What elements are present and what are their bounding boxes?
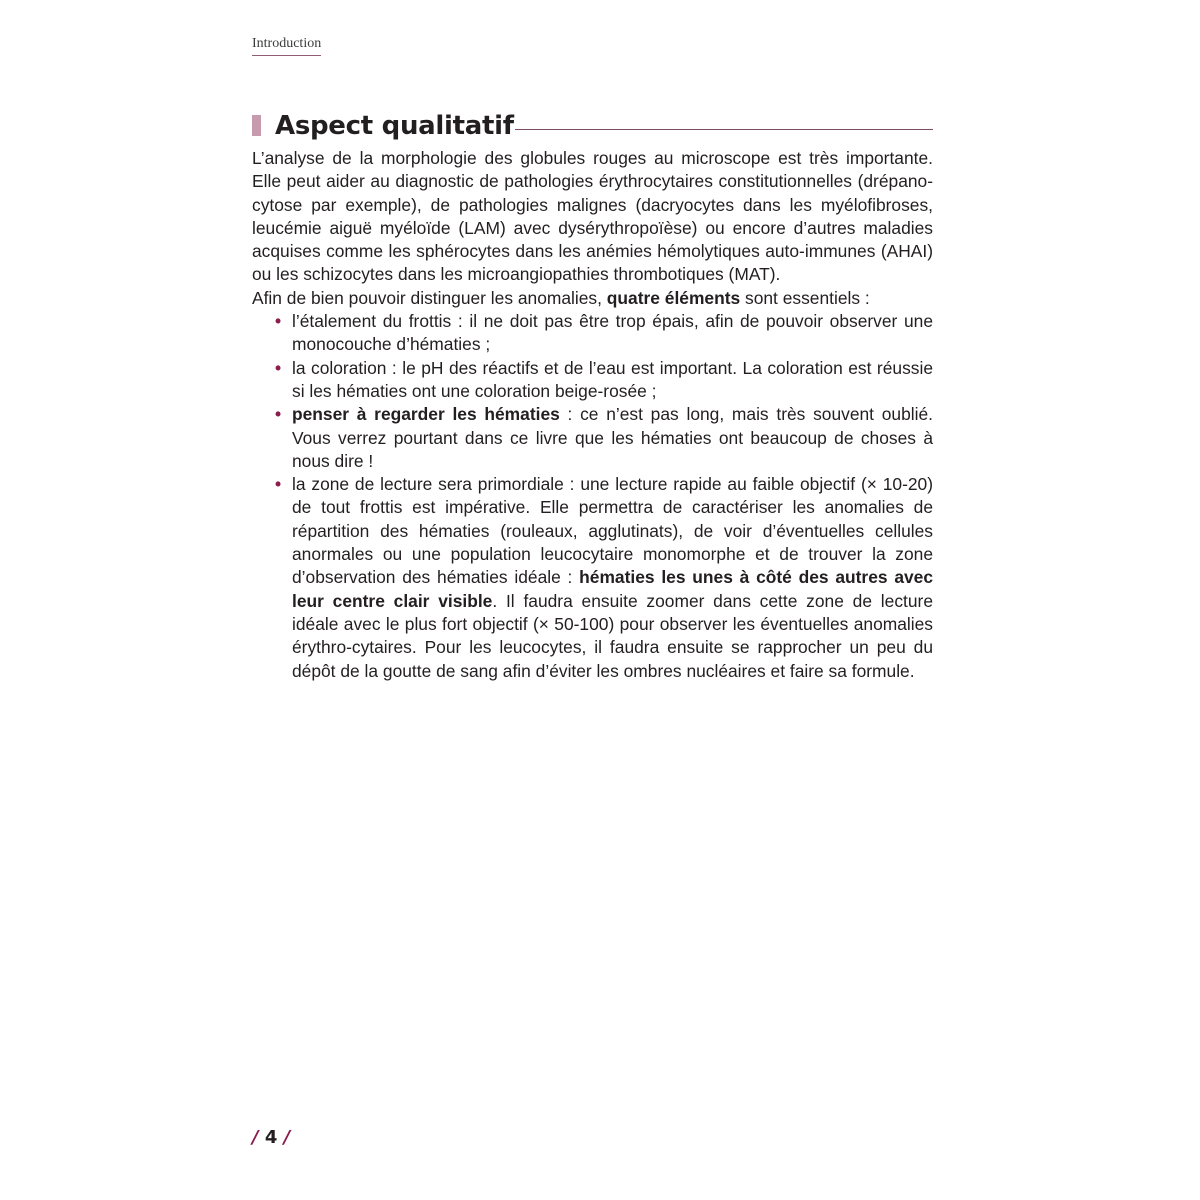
list-item-text: la zone de lecture sera primordiale : une lecture rapide au faible objectif (× 10-20) de tout frottis est impérative. Elle permettra de caractériser les anomalies de répartition des hématies (rouleaux, agglutinats), de voir d’éventuelles cellules anormales ou une population leucocytaire monomorphe et de trouver la zone d’observation des hématies idéale : <box>292 474 933 588</box>
section-title: Aspect qualitatif <box>275 111 514 141</box>
intro-paragraph: L’analyse de la morphologie des globules rouges au microscope est très importante. Elle peut aider au diagnostic de pathologies érythrocytaires constitutionnelles (drépano-cytose par exemple), de pathologies malignes (dacryocytes dans les myélofibroses, leucémie aiguë myéloïde (LAM) avec dysérythropoïèse) ou encore d’autres maladies acquises comme les sphérocytes dans les anémies hémolytiques auto-immunes (AHAI) ou les schizocytes dans les microangiopathies thrombotiques (MAT). <box>252 148 933 285</box>
list-item-bold: hématies les unes à côté des autres avec leur centre clair visible <box>292 567 934 611</box>
section-heading <box>252 108 933 142</box>
bullet-icon: • <box>275 357 282 378</box>
bullet-icon: • <box>275 474 282 495</box>
page-number-value: 4 <box>264 1127 278 1148</box>
lead-in-text: Afin de bien pouvoir distinguer les anomalies, <box>252 287 607 308</box>
list-item-text: : ce n’est pas long, mais très souvent oublié. Vous verrez pourtant dans ce livre que les hématies ont beaucoup de choses à nous dire ! <box>292 404 933 471</box>
lead-in-bold: quatre éléments <box>606 287 741 308</box>
list-item-text-end: . Il faudra ensuite zoomer dans cette zone de lecture idéale avec le plus fort objectif (× 50-100) pour observer les éventuelles anomalies érythro-cytaires. Pour les leucocytes, il faudra ensuite se rapprocher un peu du dépôt de la goutte de sang afin d’éviter les ombres nucléaires et faire sa formule. <box>292 590 933 681</box>
page-number <box>252 1127 290 1148</box>
heading-marker <box>252 115 261 136</box>
bullet-icon: • <box>275 311 282 332</box>
list-item-zone-lecture <box>252 473 933 683</box>
lead-in-paragraph <box>252 287 933 310</box>
page-number-slash-right: / <box>283 1127 291 1148</box>
list-item-bold: penser à regarder les hématies <box>292 404 560 425</box>
running-head: Introduction <box>252 36 321 56</box>
body-text <box>252 147 933 683</box>
list-item-coloration <box>252 357 933 404</box>
list-item-etalement <box>252 310 933 357</box>
lead-in-text-end: sont essentiels : <box>740 287 870 308</box>
list-item-text: l’étalement du frottis : il ne doit pas être trop épais, afin de pouvoir observer une monocouche d’hématies ; <box>292 311 933 355</box>
list-item-regarder <box>252 403 933 473</box>
elements-list <box>252 310 933 683</box>
heading-rule <box>515 129 933 130</box>
bullet-icon: • <box>275 404 282 425</box>
page-number-slash-left: / <box>252 1127 259 1148</box>
list-item-text: la coloration : le pH des réactifs et de l’eau est important. La coloration est réussie si les hématies ont une coloration beige-rosée ; <box>292 357 933 401</box>
